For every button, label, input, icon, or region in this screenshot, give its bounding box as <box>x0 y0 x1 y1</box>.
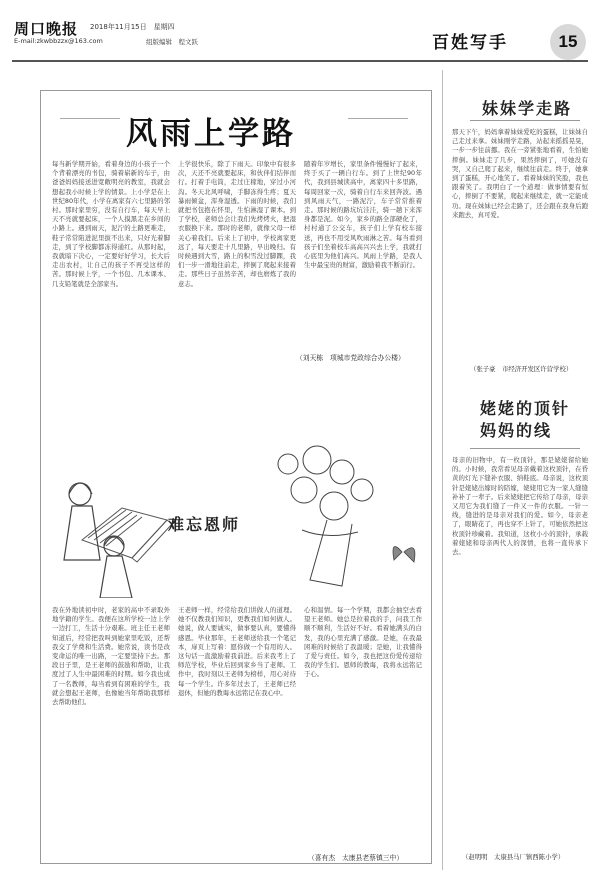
side-article2-body: 母亲的旧物中，有一枚顶针，那是姥姥留给她的。小时候，我常看见母亲戴着这枚顶针，在昏黄的灯光下缝补衣服、纳鞋底。母亲说，这枚顶针是姥姥出嫁时的陪嫁，姥姥用它为一家人缝缝补补了一辈子。后来姥姥把它传给了母亲，母亲又用它为我们缝了一件又一件的衣服。一针一线，缝进的是母亲对我们的爱。如今，母亲老了，眼睛花了，再也穿不上针了，可她依然把这枚顶针珍藏着。我知道，这枚小小的顶针，承载着姥姥和母亲两代人的深情，也将一直传承下去。 <box>452 456 588 557</box>
side-article1-byline: （张子豪 市经济开发区许营学校） <box>470 365 573 373</box>
teacher-illustration <box>42 420 430 598</box>
article2-body-col1: 我在外地读初中时，老家的高中不录取外地学籍的学生。我便在这所学校一边上学一边打工，生活十分艰难。班主任王老师知道后，经常把我叫到她家里吃饭，还帮我交了学费和生活费。她常说，读书是改变命运的唯一出路，一定要坚持下去。那段日子里，是王老师的鼓励和帮助，让我度过了人生中最困难的时期。如今我也成了一名教师，每当看到有困难的学生，我就会想起王老师，也像她当年帮助我那样去帮助他们。 <box>52 606 170 707</box>
header-rule <box>12 60 588 62</box>
page-number-badge: 15 <box>550 24 586 60</box>
section-title: 百姓写手 <box>432 33 508 53</box>
article2-byline: （喜有杰 太康县老蔡镇三中） <box>308 854 404 862</box>
article-byline: （刘天栋 项城市党政综合办公楼） <box>296 354 405 362</box>
side-article1-rule <box>470 120 580 121</box>
article2-body-col3: 心和温情。每一个学期，我都会抽空去看望王老师。她总是拉着我的手，问我工作顺不顺利，生活好不好。看着她满头的白发，我的心里充满了感激。是她，在我最困难的时候给了我温暖；是她，让我懂得了爱与责任。如今，我也把这份爱传递给我的学生们。恩师的教诲，我将永远铭记于心。 <box>304 606 422 679</box>
book-illustration <box>82 508 172 562</box>
article2-title: 难忘恩师 <box>168 515 241 534</box>
column-divider <box>442 70 443 870</box>
title-decoration-left <box>60 118 120 119</box>
side-article2-rule <box>470 448 580 449</box>
side-article1-body: 那天下午，妈妈拿着妹妹爱吃的蛋糕，让妹妹自己走过来拿。妹妹刚学走路，站起来摇摇晃晃，一步一步往前挪。我在一旁紧张地看着，生怕她摔倒。妹妹走了几步，果然摔倒了，可她没有哭，又自己爬了起来，继续往前走。终于，她拿到了蛋糕，开心地笑了。看着妹妹的笑脸，我也跟着笑了。我明白了一个道理：做事情要有恒心，摔倒了不要紧，爬起来继续走，就一定能成功。现在妹妹已经会走路了，还会跟在我身后跑来跑去，真可爱。 <box>452 128 588 219</box>
contact-email[interactable]: E-mail:zkwbbzzx@163.com <box>14 37 103 45</box>
article2-body-col2: 王老师一样，经常给我们讲做人的道理。她不仅教我们知识，更教我们如何做人。她说，做人要诚实，做事要认真，要懂得感恩。毕业那年，王老师送给我一个笔记本，扉页上写着：愿你做一个有用的人。这句话一直激励着我前进。后来我考上了师范学校，毕业后回到家乡当了老师。工作中，我时刻以王老师为榜样，用心对待每一个学生。许多年过去了，王老师已经退休，但她的教诲永远铭记在我心中。 <box>178 606 296 697</box>
issue-date: 2018年11月15日 星期四 <box>90 23 175 31</box>
page-header <box>0 0 600 62</box>
article-body-col2: 上学很快乐，除了下雨天。印象中有很多次，天还不亮就要起床，和伙伴们结伴而行。打着手电筒，走过庄稼地，穿过小河沟。冬天北风呼啸，手脚冻得生疼；夏天暴雨倾盆，浑身湿透。下雨的时候，我们就把书包抱在怀里，生怕淋湿了课本。到了学校，老师总会让我们先烤烤火，把湿衣服换下来。那时的老师，就像父母一样关心着我们。后来上了初中，学校离家更远了，每天要走十几里路，早出晚归。有时候遇到大雪，路上的积雪没过脚踝，我们一步一滑地往前走，摔倒了爬起来接着走。那些日子虽然辛苦，却也磨炼了我的意志。 <box>178 160 296 288</box>
article-body-col1: 每当新学期开始，看着身边的小孩子一个个背着漂亮的书包，骑着崭新的车子，由爸爸妈妈接送进宽敞明亮的教室，我就会想起我小时候上学的情景。上小学是在上世纪80年代，小学在离家有六七里路的邻村。那时家里穷，没有自行车，每天早上天不亮就要起床，一个人摸黑走在乡间的小路上。遇到雨天，泥泞的土路更难走，鞋子常常陷进泥里拔不出来，只好光着脚走，到了学校脚都冻得通红。从那时起，我就暗下决心，一定要好好学习，长大后走出农村，让自己的孩子不再受这样的苦。那时候上学，一个书包、几本课本、几支铅笔就是全部家当。 <box>52 160 170 288</box>
teacher-figure <box>64 483 132 598</box>
title-decoration-right <box>348 118 408 119</box>
side-article2-byline: （赵明明 太康县马厂镇西陈小学） <box>462 853 565 861</box>
article-title: 风雨上学路 <box>126 116 296 152</box>
newspaper-masthead: 周口晚报 <box>14 20 79 38</box>
layout-editor: 组版编辑 程文跃 <box>146 38 198 46</box>
flower-bouquet <box>278 446 373 586</box>
side-article2-title: 姥姥的顶针妈妈的线 <box>480 399 571 440</box>
side-article1-title: 妹妹学走路 <box>482 99 573 118</box>
butterfly-illustration <box>393 547 415 562</box>
article-body-col3: 随着年岁增长，家里条件慢慢好了起来，终于买了一辆自行车。到了上世纪90年代，我到县城读高中，离家四十多里路，每周回家一次，骑着自行车来回奔波。遇到风雨天气，一路泥泞，车子常常推着走。那时候的路坑坑洼洼，骑一趟下来浑身都是泥。如今，家乡的路全部硬化了，村村通了公交车，孩子们上学有校车接送，再也不用受风吹雨淋之苦。每当看到孩子们坐着校车高高兴兴去上学，我就打心底里为他们高兴。风雨上学路，是我人生中最宝贵的财富，激励着我不断前行。 <box>304 160 422 270</box>
